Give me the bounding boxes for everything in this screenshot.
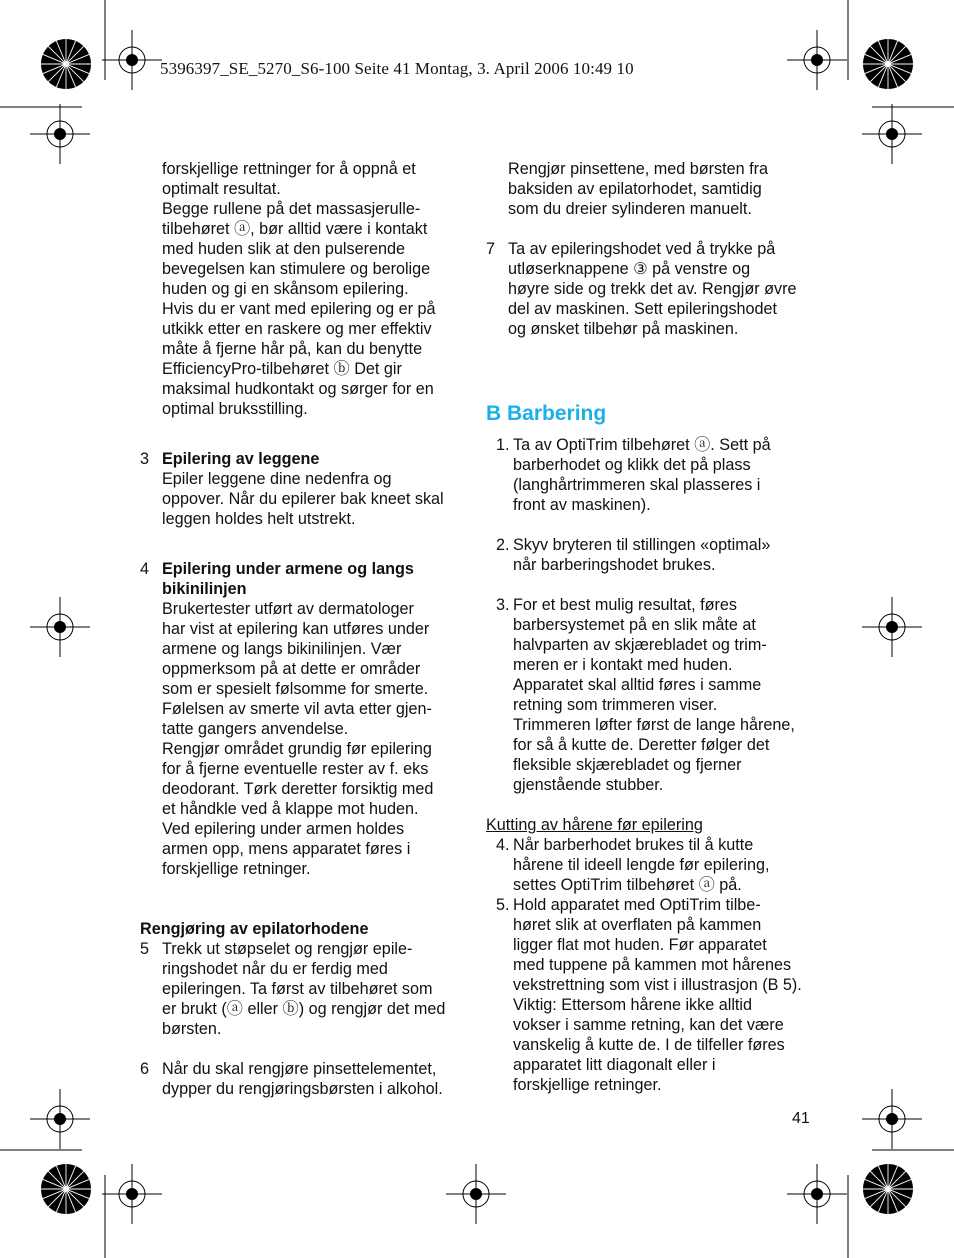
text-line: vanskelig å kutte de. I de tilfeller føres: [513, 1036, 785, 1054]
item-number: 5: [140, 940, 150, 958]
text-line: Ta av OptiTrim tilbehøret ⓐ. Sett på: [513, 436, 771, 454]
text-line: Følelsen av smerte vil avta etter gjen-: [162, 700, 432, 718]
starburst-mark-icon: [40, 38, 92, 90]
text-line: vekstrettning som vist i illustrasjon (B 5).: [513, 976, 802, 994]
text-line: For et best mulig resultat, føres: [513, 596, 738, 614]
text-line: baksiden av epilatorhodet, samtidig: [508, 180, 762, 198]
text-line: måte å fjerne hår på, kan du benytte: [162, 340, 423, 358]
text-line: når barberingshodet brukes.: [513, 556, 716, 574]
item-title: Epilering under armene og langs: [162, 560, 414, 578]
registration-mark-icon: [28, 595, 92, 659]
text-line: Hold apparatet med OptiTrim tilbe-: [513, 896, 761, 914]
text-line: Trimmeren løfter først de lange hårene,: [513, 716, 795, 734]
text-line: Begge rullene på det massasjerulle-: [162, 200, 421, 218]
text-line: tatte gangers anvendelse.: [162, 720, 349, 738]
text-line: Når barberhodet brukes til å kutte: [513, 836, 754, 854]
registration-mark-icon: [28, 102, 92, 166]
registration-mark-icon: [860, 1087, 924, 1151]
registration-mark-icon: [100, 1162, 164, 1226]
text-line: Ved epilering under armen holdes: [162, 820, 405, 838]
text-line: Rengjør pinsettene, med børsten fra: [508, 160, 769, 178]
text-line: er brukt (ⓐ eller ⓑ) og rengjør det med: [162, 1000, 446, 1018]
text-line: Viktig: Ettersom hårene ikke alltid: [513, 996, 753, 1014]
text-line: utkikk etter en raskere og mer effektiv: [162, 320, 432, 338]
item-number: 6: [140, 1060, 150, 1078]
text-line: tilbehøret ⓐ, bør alltid være i kontakt: [162, 220, 428, 238]
starburst-mark-icon: [40, 1163, 92, 1215]
registration-mark-icon: [785, 1162, 849, 1226]
text-line: gjenstående stubber.: [513, 776, 664, 794]
text-line: høret slik at overflaten på kammen: [513, 916, 762, 934]
registration-mark-icon: [444, 1162, 508, 1226]
page-number: 41: [792, 1110, 810, 1127]
text-line: har vist at epilering kan utføres under: [162, 620, 430, 638]
section-title: B Barbering: [486, 402, 607, 425]
text-line: armene og langs bikinilinjen. Vær: [162, 640, 402, 658]
step-number: 3.: [496, 596, 510, 614]
registration-mark-icon: [785, 28, 849, 92]
starburst-mark-icon: [862, 1163, 914, 1215]
text-line: Trekk ut støpselet og rengjør epile-: [162, 940, 413, 958]
registration-mark-icon: [100, 28, 164, 92]
item-number: 7: [486, 240, 496, 258]
text-line: Rengjør området grundig før epilering: [162, 740, 432, 758]
text-line: halvparten av skjærebladet og trim-: [513, 636, 767, 654]
text-line: som er spesielt følsomme for smerte.: [162, 680, 429, 698]
text-line: Apparatet skal alltid føres i samme: [513, 676, 762, 694]
text-line: Skyv bryteren til stillingen «optimal»: [513, 536, 771, 554]
step-number: 4.: [496, 836, 510, 854]
cutting-heading: Kutting av hårene før epilering: [486, 816, 703, 834]
text-line: apparatet litt diagonalt eller i: [513, 1056, 716, 1074]
text-line: (langhårtrimmeren skal plasseres i: [513, 476, 761, 494]
starburst-mark-icon: [862, 38, 914, 90]
text-line: Brukertester utført av dermatologer: [162, 600, 414, 618]
print-imprint-header: 5396397_SE_5270_S6-100 Seite 41 Montag, 3. April 2006 10:49 10: [160, 59, 634, 78]
text-line: vokser i samme retning, kan det være: [513, 1016, 784, 1034]
text-line: settes OptiTrim tilbehøret ⓐ på.: [513, 876, 742, 894]
text-line: meren er i kontakt med huden.: [513, 656, 733, 674]
text-line: EfficiencyPro-tilbehøret ⓑ Det gir: [162, 360, 402, 378]
registration-mark-icon: [28, 1087, 92, 1151]
text-line: høyre side og trekk det av. Rengjør øvre: [508, 280, 797, 298]
item-title: Epilering av leggene: [162, 450, 320, 468]
text-line: barberhodet og klikk det på plass: [513, 456, 751, 474]
cleaning-heading: Rengjøring av epilatorhodene: [140, 920, 369, 938]
text-line: maksimal hudkontakt og sørger for en: [162, 380, 434, 398]
text-line: ligger flat mot huden. Før apparatet: [513, 936, 767, 954]
text-line: Epiler leggene dine nedenfra og: [162, 470, 392, 488]
text-line: bevegelsen kan stimulere og berolige: [162, 260, 431, 278]
text-line: optimal bruksstilling.: [162, 400, 308, 418]
text-line: optimalt resultat.: [162, 180, 281, 198]
text-line: Når du skal rengjøre pinsettelementet,: [162, 1060, 437, 1078]
text-line: et håndkle ved å klappe mot huden.: [162, 800, 419, 818]
text-line: forskjellige rettninger for å oppnå et: [162, 160, 416, 178]
text-line: oppover. Når du epilerer bak kneet skal: [162, 490, 444, 508]
text-line: børsten.: [162, 1020, 222, 1038]
text-line: epileringen. Ta først av tilbehøret som: [162, 980, 433, 998]
step-number: 2.: [496, 536, 510, 554]
text-line: armen opp, mens apparatet føres i: [162, 840, 411, 858]
text-line: del av maskinen. Sett epileringshodet: [508, 300, 778, 318]
item-title: bikinilinjen: [162, 580, 247, 598]
text-line: huden og gi en skånsom epilering.: [162, 280, 409, 298]
item-number: 4: [140, 560, 150, 578]
text-line: forskjellige retninger.: [513, 1076, 662, 1094]
text-line: med tuppene på kammen mot hårenes: [513, 956, 792, 974]
text-line: front av maskinen).: [513, 496, 651, 514]
text-line: barbersystemet på en slik måte at: [513, 616, 756, 634]
text-line: leggen holdes helt utstrekt.: [162, 510, 356, 528]
text-line: fleksible skjærebladet og fjerner: [513, 756, 742, 774]
text-line: oppmerksom på at dette er områder: [162, 660, 421, 678]
registration-mark-icon: [860, 102, 924, 166]
text-line: dypper du rengjøringsbørsten i alkohol.: [162, 1080, 443, 1098]
step-number: 1.: [496, 436, 510, 454]
text-line: utløserknappene ③ på venstre og: [508, 260, 751, 278]
step-number: 5.: [496, 896, 510, 914]
text-line: som du dreier sylinderen manuelt.: [508, 200, 752, 218]
text-line: deodorant. Tørk deretter forsiktig med: [162, 780, 434, 798]
text-line: og ønsket tilbehør på maskinen.: [508, 320, 739, 338]
text-line: Ta av epileringshodet ved å trykke på: [508, 240, 776, 258]
text-line: hårene til ideell lengde før epilering,: [513, 856, 770, 874]
item-number: 3: [140, 450, 150, 468]
text-line: Hvis du er vant med epilering og er på: [162, 300, 436, 318]
registration-mark-icon: [860, 595, 924, 659]
text-line: retning som trimmeren viser.: [513, 696, 718, 714]
text-line: forskjellige retninger.: [162, 860, 311, 878]
text-line: for så å kutte de. Deretter følger det: [513, 736, 770, 754]
text-line: med huden slik at den pulserende: [162, 240, 405, 258]
text-line: ringshodet når du er ferdig med: [162, 960, 388, 978]
text-line: for å fjerne eventuelle rester av f. eks: [162, 760, 429, 778]
